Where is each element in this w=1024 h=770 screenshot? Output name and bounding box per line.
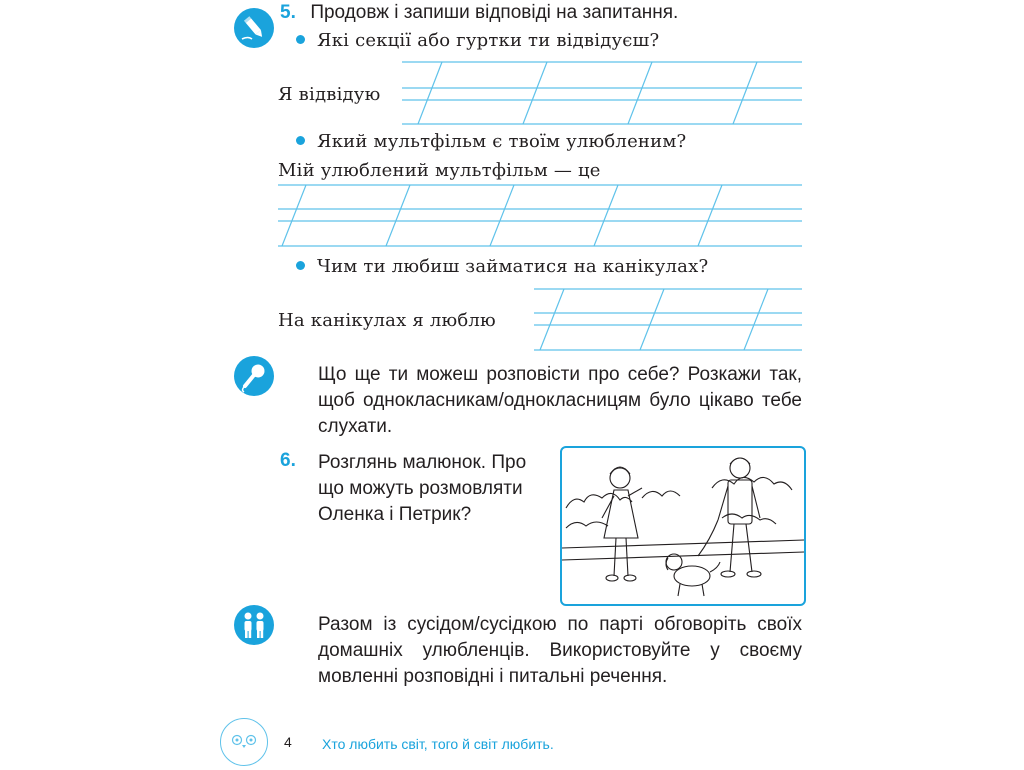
speaking-task-text: Що ще ти можеш розповісти про себе? Розкажи так, щоб однокласникам/однокласницям було цікаво тебе слухати.	[318, 364, 802, 437]
question-3	[296, 256, 708, 277]
question-1-text: Які секції або гуртки ти відвідуєш?	[317, 30, 660, 51]
answer-3-prefix: На канікулах я люблю	[278, 310, 496, 331]
page-number: 4	[284, 734, 292, 750]
question-2	[296, 131, 686, 152]
task5-heading	[280, 2, 678, 24]
answer-1-prefix: Я відвідую	[278, 84, 381, 105]
microphone-icon	[234, 356, 274, 396]
pencil-icon	[234, 8, 274, 48]
question-3-text: Чим ти любиш займатися на канікулах?	[317, 256, 709, 277]
answer-3-lines[interactable]	[534, 287, 802, 353]
task5-instruction: Продовж і запиши відповіді на запитання.	[310, 2, 679, 23]
textbook-page	[216, 0, 810, 768]
task6-text: Розглянь малюнок. Про що можуть розмовляти Оленка і Петрик?	[318, 452, 527, 525]
page-margin-left	[0, 0, 216, 768]
pair-work-icon	[234, 605, 274, 645]
task6-number	[280, 450, 296, 472]
task6-number-text: 6.	[280, 450, 296, 471]
answer-2-lines[interactable]	[278, 183, 802, 249]
children-dog-illustration	[560, 446, 806, 606]
question-1	[296, 30, 659, 51]
owl-mascot-icon	[220, 718, 268, 766]
task5-number: 5.	[280, 2, 296, 23]
bullet-icon	[296, 136, 305, 145]
pair-work-text: Разом із сусідом/сусідкою по парті обговоріть своїх домашніх улюбленців. Використовуйте у своєму мовленні розповідні і питальні речення.	[318, 614, 802, 687]
footer-proverb: Хто любить світ, того й світ любить.	[322, 736, 554, 752]
answer-1-lines[interactable]	[402, 60, 802, 126]
bullet-icon	[296, 261, 305, 270]
bullet-icon	[296, 35, 305, 44]
answer-2-prefix: Мій улюблений мультфільм — це	[278, 160, 601, 181]
page-margin-right	[810, 0, 1024, 768]
question-2-text: Який мультфільм є твоїм улюбленим?	[317, 131, 687, 152]
